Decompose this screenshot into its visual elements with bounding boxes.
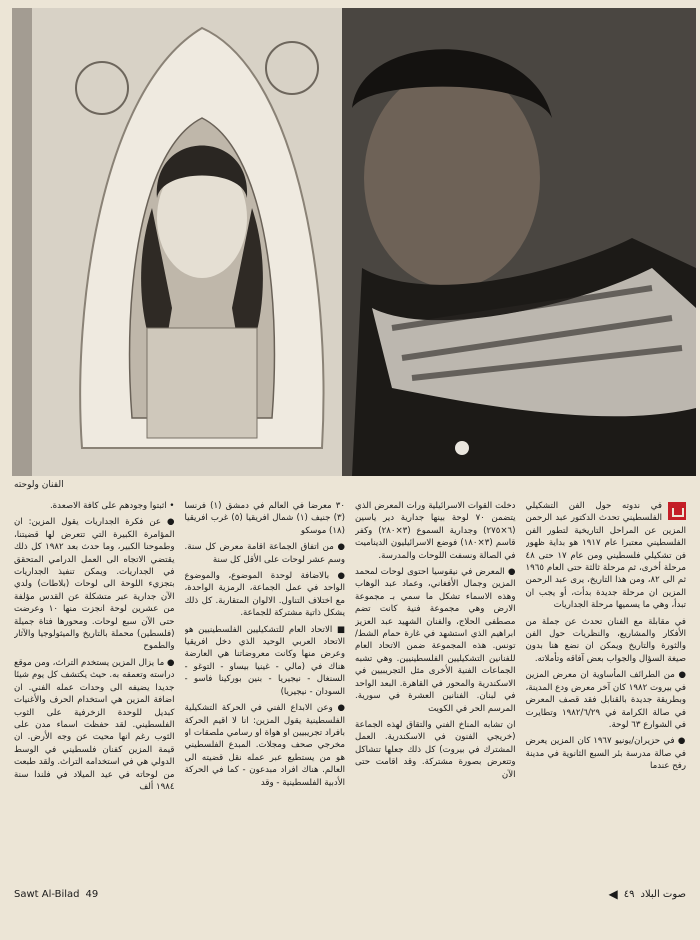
paragraph: • اثبتوا وجودهم على كافة الاصعدة.: [49, 501, 175, 511]
paragraph: ● ما يزال المزين يستخدم التراث، ومن موقع دراسته وتعمقه به. حيث يكتشف كل يوم شيئا جديدا يضيفه الى وحدات عمله الفني. ان اضافة المزين هي استخدام الحرف والأغنيات كبديل للوحدة الزخرفية على الثوب الفلسطيني. لقد حفظت اسماء مدن على الثوب رغم انها محيت عن وجه الأرض. ان قيمة المزين كفنان فلسطيني في الوسط الدولي هي في استخدامه التراث. ولقد طبعت من لوحاته في عيد الميلاد في فلندا سنة ١٩٨٤ ألف: [14, 657, 175, 792]
paragraph: ■ الاتحاد العام للتشكيليين الفلسطينيين هو الاتحاد العربي الوحيد الذي دخل افريقيا وعرض منها وكانت معروضاتنا هي العارضة هناك في (مالي - غينيا بيساو - التوغو - السنغال - نيجيريا - بنين بوركينا فاسو - السودان - نيجيريا): [184, 624, 345, 697]
paragraph: ● في حزيران/يونيو ١٩٦٧ كان المزين يعرض في صالة مدرسة بئر السبع الثانوية في مدينة رفح عندما: [525, 736, 686, 772]
paragraph: ● من الطرائف المأساوية ان معرض المزين في بيروت ١٩٨٢ كان آخر معرض ودع المدينة، وبطريقة جديدة بالقنابل فقد قصف المعرض في صالة الكرامة في ١٩٨٢/٦/٢٩ وتطايرت في الشوارع ٦٣ لوحة.: [525, 670, 686, 730]
paragraph: ● وعن الابداع الفني في الحركة التشكيلية الفلسطينية يقول المزين: انا لا اقيم الحركة بافراد تجريبيين او هواة او رسامي ملصقات او مخرجي صحف ومجلات. المبدع الفلسطيني هو من يستطيع عبر عمله نقل قضيته الى العالم. هناك افراد مبدعون - كما في الحركة الأدبية الفلسطينية - وقد: [184, 703, 345, 788]
article-column-3: [185, 500, 346, 875]
paragraph: ● بالاضافة لوحدة الموضوع، والموضوع الواحد في عمل الجماعة، الرمزية الواحدة، مع اختلاف التناول. الالوان المتقاربة. كل ذلك يشكل ذاتية مشتركة للجماعة.: [184, 571, 345, 619]
paragraph: ● المعرض في نيقوسيا احتوى لوحات لمحمد المزين وجمال الأفغاني، وعماد عبد الوهاب وهذه الاسماء تشكل ما سمي بـ مجموعة الارض وهي مجموعة فنية كانت تضم مصطفى الحلاج، والفنان الشهيد عبد العزيز ابراهيم الذي استشهد في غارة حمام الشط/تونس. هذه المجموعة ضمن الاتحاد العام للفنانين التشكيليين الفلسطينيين. وهي تشبه الجماعات الفنية الأخرى مثل التجريبيين في الاسكندرية والمحور في القاهرة. البعد الواحد في لبنان. الفنانين العشرة في سورية. المرسم الحر في الكويت: [355, 567, 516, 714]
footer-page-number-arabic: ٤٩: [623, 888, 635, 900]
photo-caption: الفنان ولوحته: [14, 480, 64, 490]
article-column-2: [355, 500, 516, 875]
arrow-left-icon: ◀: [608, 887, 618, 901]
page-footer: [14, 884, 686, 904]
footer-brand-latin: Sawt Al-Bilad: [14, 888, 80, 900]
paragraph: ● عن فكرة الجداريات يقول المزين: ان المؤامرة الكبيرة التي تتعرض لها قضيتنا، وطموحنا الكبير، وما حدث بعد ١٩٨٢ كل ذلك يقتضي الاتجاه الى العمل الدرامي المتحقق في الجداريات. ويمكن تنفيذ الجداريات بتجزيء اللوحة الى لوحات (بلاطات) ولدي الآن جدارية عبر متشكلة عن القدس مؤلفة من عشرين لوحة انجزت منها ١٠ وعرضت حتى الآن سبع لوحات. ومحورها فتاة جميلة (فلسطين) محملة بالتاريخ والميثولوجيا والآثار والطموح: [14, 517, 175, 652]
article-column-4: [14, 500, 175, 875]
article-column-1: [526, 500, 687, 875]
article-body: [14, 500, 686, 875]
artist-photo: [12, 8, 696, 476]
paragraph: ان تشابه المناخ الفني والتقاق لهذه الجماعة (خريجي الفنون في الاسكندرية. العمل المشترك في بيروت) كل ذلك جعلها تتشاكل وتتعرض بصورة مشتركة. وقد اقامت حتى الآن: [355, 719, 516, 780]
paragraph: ● من اتفاق الجماعة اقامة معرض كل سنة. وسم عشر لوحات على الأقل كل سنة: [184, 542, 345, 565]
magazine-section-icon: [668, 502, 686, 520]
paragraph: ٣٠ معرضا في العالم في دمشق (١) فرنسا (٣) جنيف (١) شمال افريقيا (٥) غرب افريقيا (١٨) موسكو: [184, 501, 345, 536]
footer-page-number: 49: [85, 888, 99, 900]
footer-right: [609, 887, 687, 901]
footer-brand-arabic: صوت البلاد: [640, 888, 686, 900]
footer-left: [14, 889, 98, 900]
paragraph: في ندوته حول الفن التشكيلي الفلسطيني تحدث الدكتور عبد الرحمن المزين عن المراحل التاريخية لتطور الفن الفلسطيني معتبرا عام ١٩١٧ هو بداية ظهور فن تشكيلي فلسطيني ومن عام ١٧ حتى ٤٨ مرحلة أخرى، ثم مرحلة ثالثة حتى العام ١٩٦٥ ثم الى ٨٢، ومن هذا التاريخ، يرى عبد الرحمن المزين ان مرحلة جديدة بدأت، أو يجب ان تبدأ، وهي ما يسميها مرحلة الجداريات: [525, 501, 686, 611]
paragraph: دخلت القوات الاسرائيلية ورات المعرض الذي يتضمن ٧٠ لوحة بينها جدارية دير ياسين (٦×٢٧٥) وجدارية السموع (٣×٢٨٠) وكفر قاسم (٣×١٨٠) فوضع الاسرائيليون الديناميت في الصالة ونسفت اللوحات والمدرسة.: [355, 501, 516, 561]
artist-with-painting-image: [12, 8, 696, 476]
paragraph: في مقابلة مع الفنان تحدث عن جملة من الأفكار والمشاريع، والنظريات حول الفن والثورة والتاريخ ويمكن ان نضع هنا بدون صيغة السؤال والجواب بعض آفاقه وتأملاته.: [525, 616, 686, 664]
